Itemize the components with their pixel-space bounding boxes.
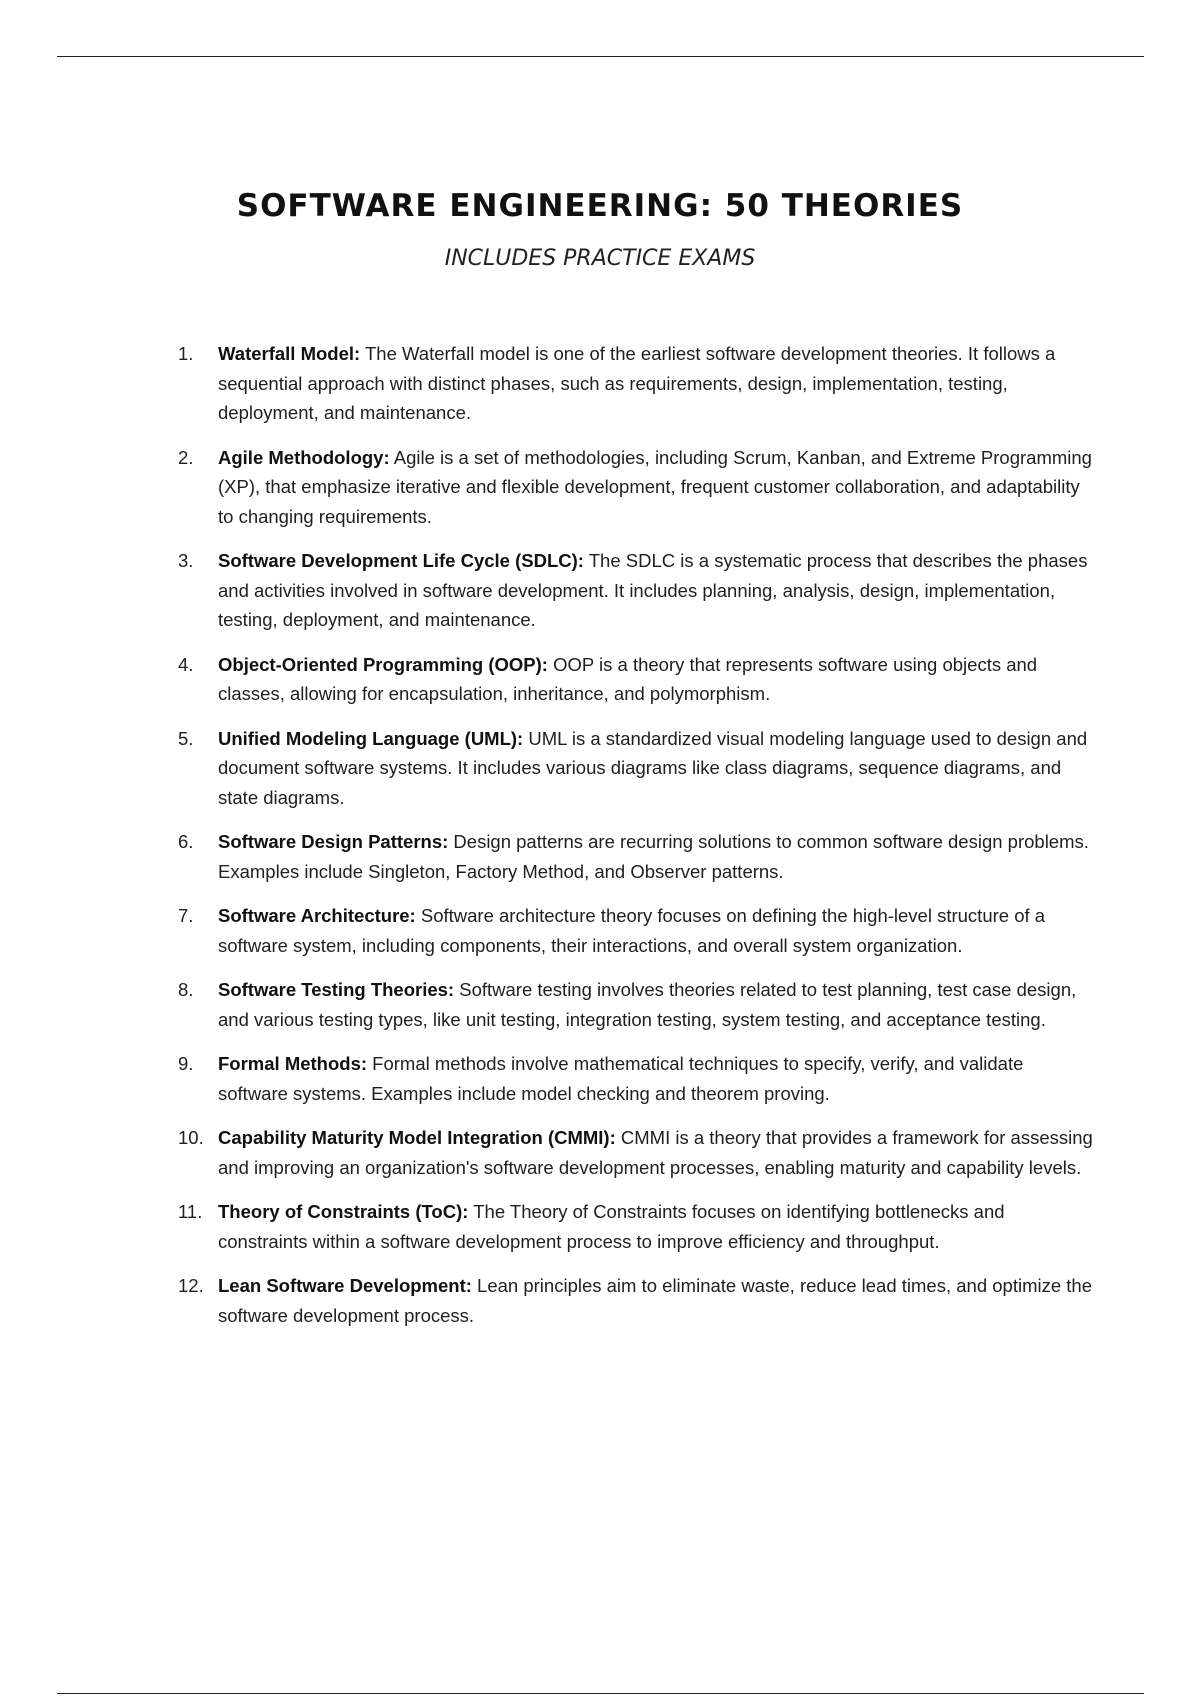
item-number: 10. bbox=[178, 1127, 204, 1148]
item-description: CMMI is a theory that provides a framework for assessing and improving an organization's software development processes, enabling maturity and capability levels. bbox=[218, 1127, 1093, 1178]
theory-item-10 bbox=[178, 1123, 1098, 1182]
theory-list bbox=[178, 339, 1098, 1345]
item-description: The Theory of Constraints focuses on identifying bottlenecks and constraints within a software development process to improve efficiency and throughput. bbox=[218, 1201, 1005, 1252]
item-description: The SDLC is a systematic process that describes the phases and activities involved in software development. It includes planning, analysis, design, implementation, testing, deployment, and maintenance. bbox=[218, 550, 1088, 630]
item-number: 1. bbox=[178, 343, 194, 364]
theory-item-3 bbox=[178, 546, 1098, 635]
theory-item-12 bbox=[178, 1271, 1098, 1330]
item-term: Agile Methodology: bbox=[218, 446, 390, 468]
item-term: Capability Maturity Model Integration (CMMI): bbox=[218, 1127, 616, 1148]
item-number: 2. bbox=[178, 446, 194, 468]
item-description: UML is a standardized visual modeling language used to design and document software systems. It includes various diagrams like class diagrams, sequence diagrams, and state diagrams. bbox=[218, 727, 1088, 808]
theory-item-4 bbox=[178, 650, 1098, 709]
item-number: 12. bbox=[178, 1275, 204, 1296]
theory-item-9 bbox=[178, 1049, 1098, 1108]
item-term: Object-Oriented Programming (OOP): bbox=[218, 653, 548, 675]
item-number: 6. bbox=[178, 831, 194, 852]
item-term: Software Architecture: bbox=[218, 905, 416, 926]
theory-item-5 bbox=[178, 724, 1098, 813]
bottom-rule bbox=[57, 1693, 1144, 1694]
item-description: Agile is a set of methodologies, including Scrum, Kanban, and Extreme Programming (XP), that emphasize iterative and flexible development, frequent customer collaboration, and adaptability to changing requirements. bbox=[218, 446, 1092, 527]
item-description: The Waterfall model is one of the earliest software development theories. It follows a sequential approach with distinct phases, such as requirements, design, implementation, testing, deployment, and maintenance. bbox=[218, 343, 1056, 423]
item-number: 4. bbox=[178, 653, 194, 675]
item-description: Software testing involves theories related to test planning, test case design, and various testing types, like unit testing, integration testing, system testing, and acceptance testing. bbox=[218, 979, 1077, 1030]
theory-item-7 bbox=[178, 901, 1098, 960]
item-description: OOP is a theory that represents software using objects and classes, allowing for encapsulation, inheritance, and polymorphism. bbox=[218, 653, 1038, 704]
item-term: Formal Methods: bbox=[218, 1053, 368, 1074]
item-description: Software architecture theory focuses on defining the high-level structure of a software system, including components, their interactions, and overall system organization. bbox=[218, 905, 1046, 956]
item-term: Lean Software Development: bbox=[218, 1275, 472, 1296]
theory-item-6 bbox=[178, 827, 1098, 886]
page-title: SOFTWARE ENGINEERING: 50 THEORIES bbox=[236, 188, 964, 224]
item-term: Theory of Constraints (ToC): bbox=[218, 1201, 469, 1222]
item-term: Software Testing Theories: bbox=[218, 979, 455, 1000]
theory-item-11 bbox=[178, 1197, 1098, 1256]
item-number: 7. bbox=[178, 905, 194, 926]
item-description: Lean principles aim to eliminate waste, reduce lead times, and optimize the software development process. bbox=[218, 1275, 1092, 1326]
top-rule bbox=[57, 56, 1144, 57]
item-description: Formal methods involve mathematical techniques to specify, verify, and validate software systems. Examples include model checking and theorem proving. bbox=[218, 1053, 1024, 1104]
item-term: Unified Modeling Language (UML): bbox=[218, 727, 524, 749]
item-number: 9. bbox=[178, 1053, 194, 1074]
theory-item-2 bbox=[178, 443, 1098, 532]
item-term: Software Design Patterns: bbox=[218, 831, 449, 852]
item-number: 11. bbox=[178, 1201, 203, 1222]
item-number: 8. bbox=[178, 979, 194, 1000]
item-term: Waterfall Model: bbox=[218, 343, 361, 364]
item-number: 3. bbox=[178, 550, 194, 571]
item-term: Software Development Life Cycle (SDLC): bbox=[218, 550, 584, 571]
item-description: Design patterns are recurring solutions to common software design problems. Examples include Singleton, Factory Method, and Observer patterns. bbox=[218, 831, 1089, 882]
item-number: 5. bbox=[178, 727, 194, 749]
theory-item-1 bbox=[178, 339, 1098, 428]
page-subtitle: INCLUDES PRACTICE EXAMS bbox=[444, 246, 756, 271]
theory-item-8 bbox=[178, 975, 1098, 1034]
